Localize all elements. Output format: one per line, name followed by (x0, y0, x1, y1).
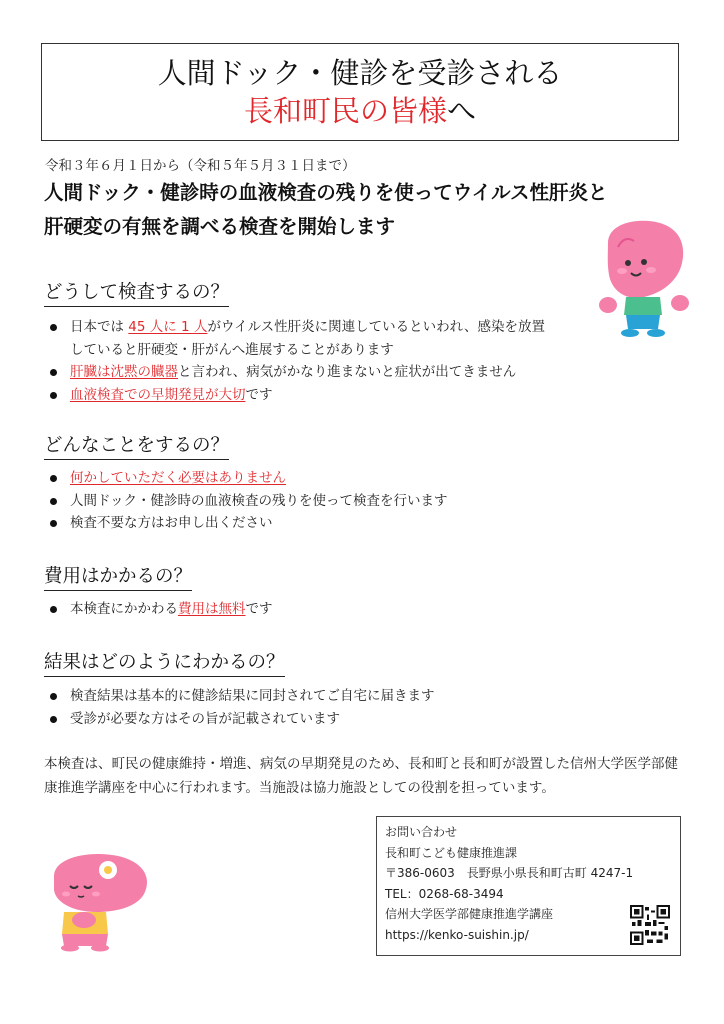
list-what (48, 467, 648, 535)
list-item: 検査結果は基本的に健診結果に同封されてご自宅に届きます (48, 685, 648, 708)
title-highlight: 長和町民の皆様 (243, 94, 447, 128)
list-result (48, 685, 648, 730)
contact-heading: お問い合わせ (385, 825, 458, 839)
list-item-highlight: 血液検査での早期発見が大切 (70, 386, 246, 403)
section-title-cost: 費用はかかるの？ (44, 565, 192, 591)
period-text: 令和３年６月１日から（令和５年５月３１日まで） (45, 158, 356, 174)
section-title-result: 結果はどのようにわかるの？ (44, 651, 285, 677)
closing-paragraph: 本検査は、町民の健康維持・増進、病気の早期発見のため、長和町と長和町が設置した信州大学医学部健康推進学講座を中心に行われます。当施設は協力施設としての役割を担っています。 (44, 756, 678, 796)
list-item-text: 本検査にかかわる (70, 601, 178, 617)
lead-line2: 肝硬変の有無を調べる検査を開始します (44, 215, 396, 238)
lead-heading (44, 176, 684, 244)
list-item (48, 598, 648, 621)
list-item-text: と言われ、病気がかなり進まないと症状が出てきません (178, 364, 517, 380)
contact-url[interactable]: https://kenko-suishin.jp/ (385, 927, 529, 942)
qr-code-icon[interactable] (630, 905, 670, 945)
contact-dept: 長和町こども健康推進課 (385, 845, 518, 860)
list-why (48, 316, 608, 406)
title-box (41, 43, 679, 141)
list-item-text: がウイルス性肝炎に関連しているといわれ、感染を放置 (207, 319, 545, 335)
list-item-highlight: 費用は無料 (178, 601, 246, 617)
list-item-text: していると肝硬変・肝がんへ進展することがあります (70, 341, 394, 358)
section-title-what: どんなことをするの？ (44, 434, 229, 460)
lead-line1: 人間ドック・健診時の血液検査の残りを使ってウイルス性肝炎と (44, 181, 608, 204)
contact-tel: TEL：0268-68-3494 (385, 886, 504, 901)
title-line2 (42, 92, 678, 130)
list-item-highlight: 肝臓は沈黙の臓器 (70, 364, 178, 380)
list-item: 検査不要な方はお申し出ください (48, 512, 648, 535)
list-item: 受診が必要な方はその旨が記載されています (48, 708, 648, 731)
list-item-text: です (245, 601, 273, 617)
title-line1: 人間ドック・健診を受診される (157, 56, 563, 90)
liver-mascot-waving-icon (598, 215, 690, 340)
list-item-text: 日本では (70, 319, 129, 335)
contact-org: 信州大学医学部健康推進学講座 (385, 907, 554, 921)
list-item-highlight: 45 人に 1 人 (128, 319, 208, 335)
contact-address: 〒386-0603 長野県小県長和町古町 4247-1 (385, 866, 634, 880)
list-item (48, 316, 608, 361)
title-tail: へ (447, 94, 477, 128)
list-cost (48, 598, 648, 621)
list-item (48, 384, 608, 407)
list-item (48, 467, 648, 490)
list-item-highlight: 何かしていただく必要はありません (70, 470, 286, 486)
liver-mascot-sleeping-icon (48, 850, 158, 952)
list-item: 人間ドック・健診時の血液検査の残りを使って検査を行います (48, 490, 648, 513)
contact-box (376, 816, 681, 956)
list-item-text: です (245, 386, 273, 403)
list-item (48, 361, 608, 384)
section-title-why: どうして検査するの？ (44, 281, 229, 307)
